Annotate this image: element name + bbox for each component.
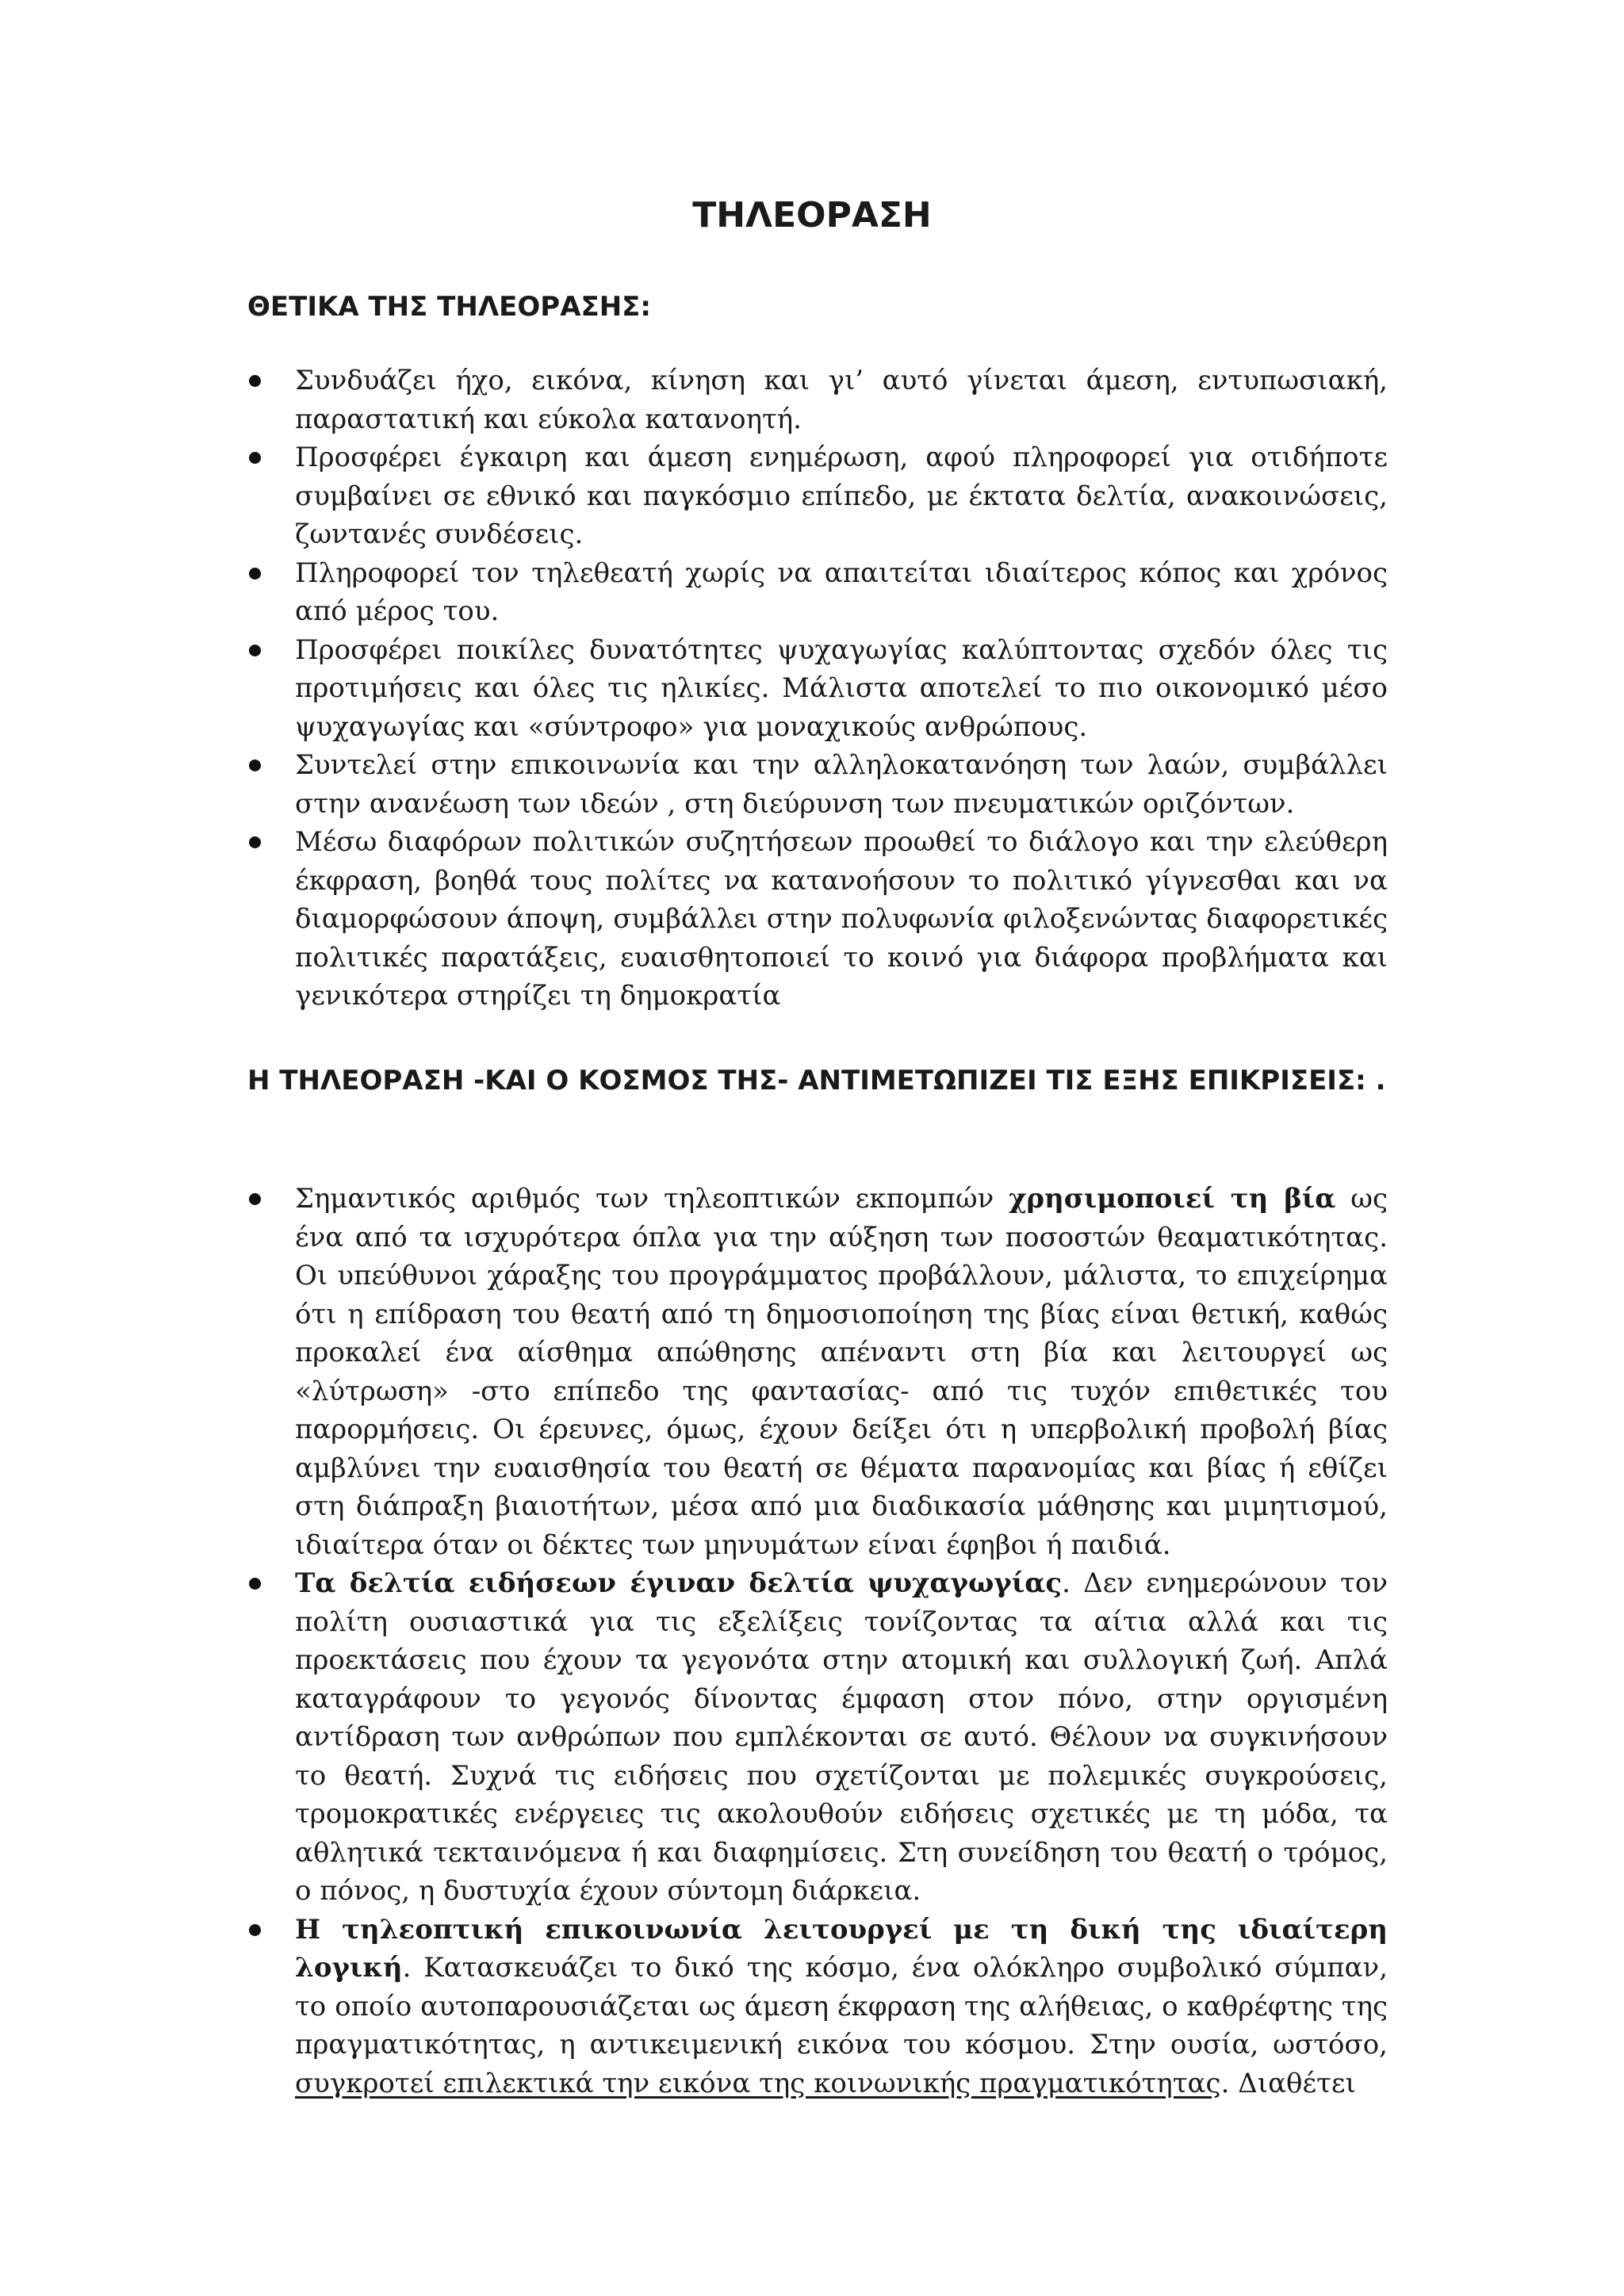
bullet-icon — [249, 1193, 261, 1205]
list-item: Η τηλεοπτική επικοινωνία λειτουργεί με τη δική της ιδιαίτερη λογική. Κατασκευάζει το δικό της κόσμο, ένα ολόκληρο συμβολικό σύμπαν, το οποίο αυτοπαρουσιάζεται ως άμεση έκφραση της αλήθειας, ο καθρέφτης της πραγματικότητας, η αντικειμενική εικόνα του κόσμου. Στην ουσία, ωστόσο, συγκροτεί επιλεκτικά την εικόνα της κοινωνικής πραγματικότητας. Διαθέτει — [247, 1911, 1388, 2103]
list-item: Μέσω διαφόρων πολιτικών συζητήσεων προωθεί το διάλογο και την ελεύθερη έκφραση, βοηθά τους πολίτες να κατανοήσουν το πολιτικό γίγνεσθαι και να διαμορφώσουν άποψη, συμβάλλει στην πολυφωνία φιλοξενώντας διαφορετικές πολιτικές παρατάξεις, ευαισθητοποιεί το κοινό για διάφορα προβλήματα και γενικότερα στηρίζει τη δημοκρατία — [247, 823, 1388, 1016]
criticisms-list — [247, 1180, 1388, 2103]
emphasis-text: χρησιμοποιεί τη βία — [1009, 1183, 1336, 1215]
bullet-icon — [249, 1924, 261, 1936]
list-item: Συνδυάζει ήχο, εικόνα, κίνηση και γι’ αυτό γίνεται άμεση, εντυπωσιακή, παραστατική και εύκολα κατανοητή. — [247, 362, 1388, 438]
section-heading-positives: ΘΕΤΙΚΑ ΤΗΣ ΤΗΛΕΟΡΑΣΗΣ: — [247, 291, 652, 323]
bullet-icon — [249, 1578, 261, 1590]
bullet-icon — [249, 452, 261, 464]
bullet-icon — [249, 568, 261, 580]
bullet-icon — [249, 836, 261, 848]
section-heading-criticisms: Η ΤΗΛΕΟΡΑΣΗ -ΚΑΙ Ο ΚΟΣΜΟΣ ΤΗΣ- ΑΝΤΙΜΕΤΩΠΙΖΕΙ ΤΙΣ ΕΞΗΣ ΕΠΙΚΡΙΣΕΙΣ: . — [247, 1065, 1386, 1096]
list-item: Πληροφορεί τον τηλεθεατή χωρίς να απαιτείται ιδιαίτερος κόπος και χρόνος από μέρος του. — [247, 554, 1388, 631]
positives-list — [247, 362, 1388, 1016]
underlined-text: συγκροτεί επιλεκτικά την εικόνα της κοινωνικής πραγματικότητας — [295, 2067, 1221, 2099]
page-title: ΤΗΛΕΟΡΑΣΗ — [692, 195, 932, 235]
list-item: Σημαντικός αριθμός των τηλεοπτικών εκπομπών χρησιμοποιεί τη βία ως ένα από τα ισχυρότερα όπλα για την αύξηση των ποσοστών θεαματικότητας. Οι υπεύθυνοι χάραξης του προγράμματος προβάλλουν, μάλιστα, το επιχείρημα ότι η επίδραση του θεατή από τη δημοσιοποίηση της βίας είναι θετική, καθώς προκαλεί ένα αίσθημα απώθησης απέναντι στη βία και λειτουργεί ως «λύτρωση» -στο επίπεδο της φαντασίας- από τις τυχόν επιθετικές του παρορμήσεις. Οι έρευνες, όμως, έχουν δείξει ότι η υπερβολική προβολή βίας αμβλύνει την ευαισθησία του θεατή σε θέματα παρανομίας και βίας ή εθίζει στη διάπραξη βιαιοτήτων, μέσα από μια διαδικασία μάθησης και μιμητισμού, ιδιαίτερα όταν οι δέκτες των μηνυμάτων είναι έφηβοι ή παιδιά. — [247, 1180, 1388, 1564]
emphasis-text: Η τηλεοπτική επικοινωνία λειτουργεί με τη δική της ιδιαίτερη λογική — [295, 1913, 1388, 1984]
list-item: Προσφέρει έγκαιρη και άμεση ενημέρωση, αφού πληροφορεί για οτιδήποτε συμβαίνει σε εθνικό και παγκόσμιο επίπεδο, με έκτατα δελτία, ανακοινώσεις, ζωντανές συνδέσεις. — [247, 438, 1388, 554]
list-item: Προσφέρει ποικίλες δυνατότητες ψυχαγωγίας καλύπτοντας σχεδόν όλες τις προτιμήσεις και όλες τις ηλικίες. Μάλιστα αποτελεί το πιο οικονομικό μέσο ψυχαγωγίας και «σύντροφο» για μοναχικούς ανθρώπους. — [247, 631, 1388, 747]
list-item: Συντελεί στην επικοινωνία και την αλληλοκατανόηση των λαών, συμβάλλει στην ανανέωση των ιδεών , στη διεύρυνση των πνευματικών οριζόντων. — [247, 746, 1388, 823]
bullet-icon — [249, 760, 261, 771]
list-item: Τα δελτία ειδήσεων έγιναν δελτία ψυχαγωγίας. Δεν ενημερώνουν τον πολίτη ουσιαστικά για τις εξελίξεις τονίζοντας τα αίτια αλλά και τις προεκτάσεις που έχουν τα γεγονότα στην ατομική και συλλογική ζωή. Απλά καταγράφουν το γεγονός δίνοντας έμφαση στον πόνο, στην οργισμένη αντίδραση των ανθρώπων που εμπλέκονται σε αυτό. Θέλουν να συγκινήσουν το θεατή. Συχνά τις ειδήσεις που σχετίζονται με πολεμικές συγκρούσεις, τρομοκρατικές ενέργειες τις ακολουθούν ειδήσεις σχετικές με τη μόδα, τα αθλητικά τεκταινόμενα ή και διαφημίσεις. Στη συνείδηση του θεατή ο τρόμος, ο πόνος, η δυστυχία έχουν σύντομη διάρκεια. — [247, 1564, 1388, 1911]
bullet-icon — [249, 375, 261, 387]
emphasis-text: Τα δελτία ειδήσεων έγιναν δελτία ψυχαγωγίας — [295, 1567, 1063, 1599]
bullet-icon — [249, 645, 261, 656]
